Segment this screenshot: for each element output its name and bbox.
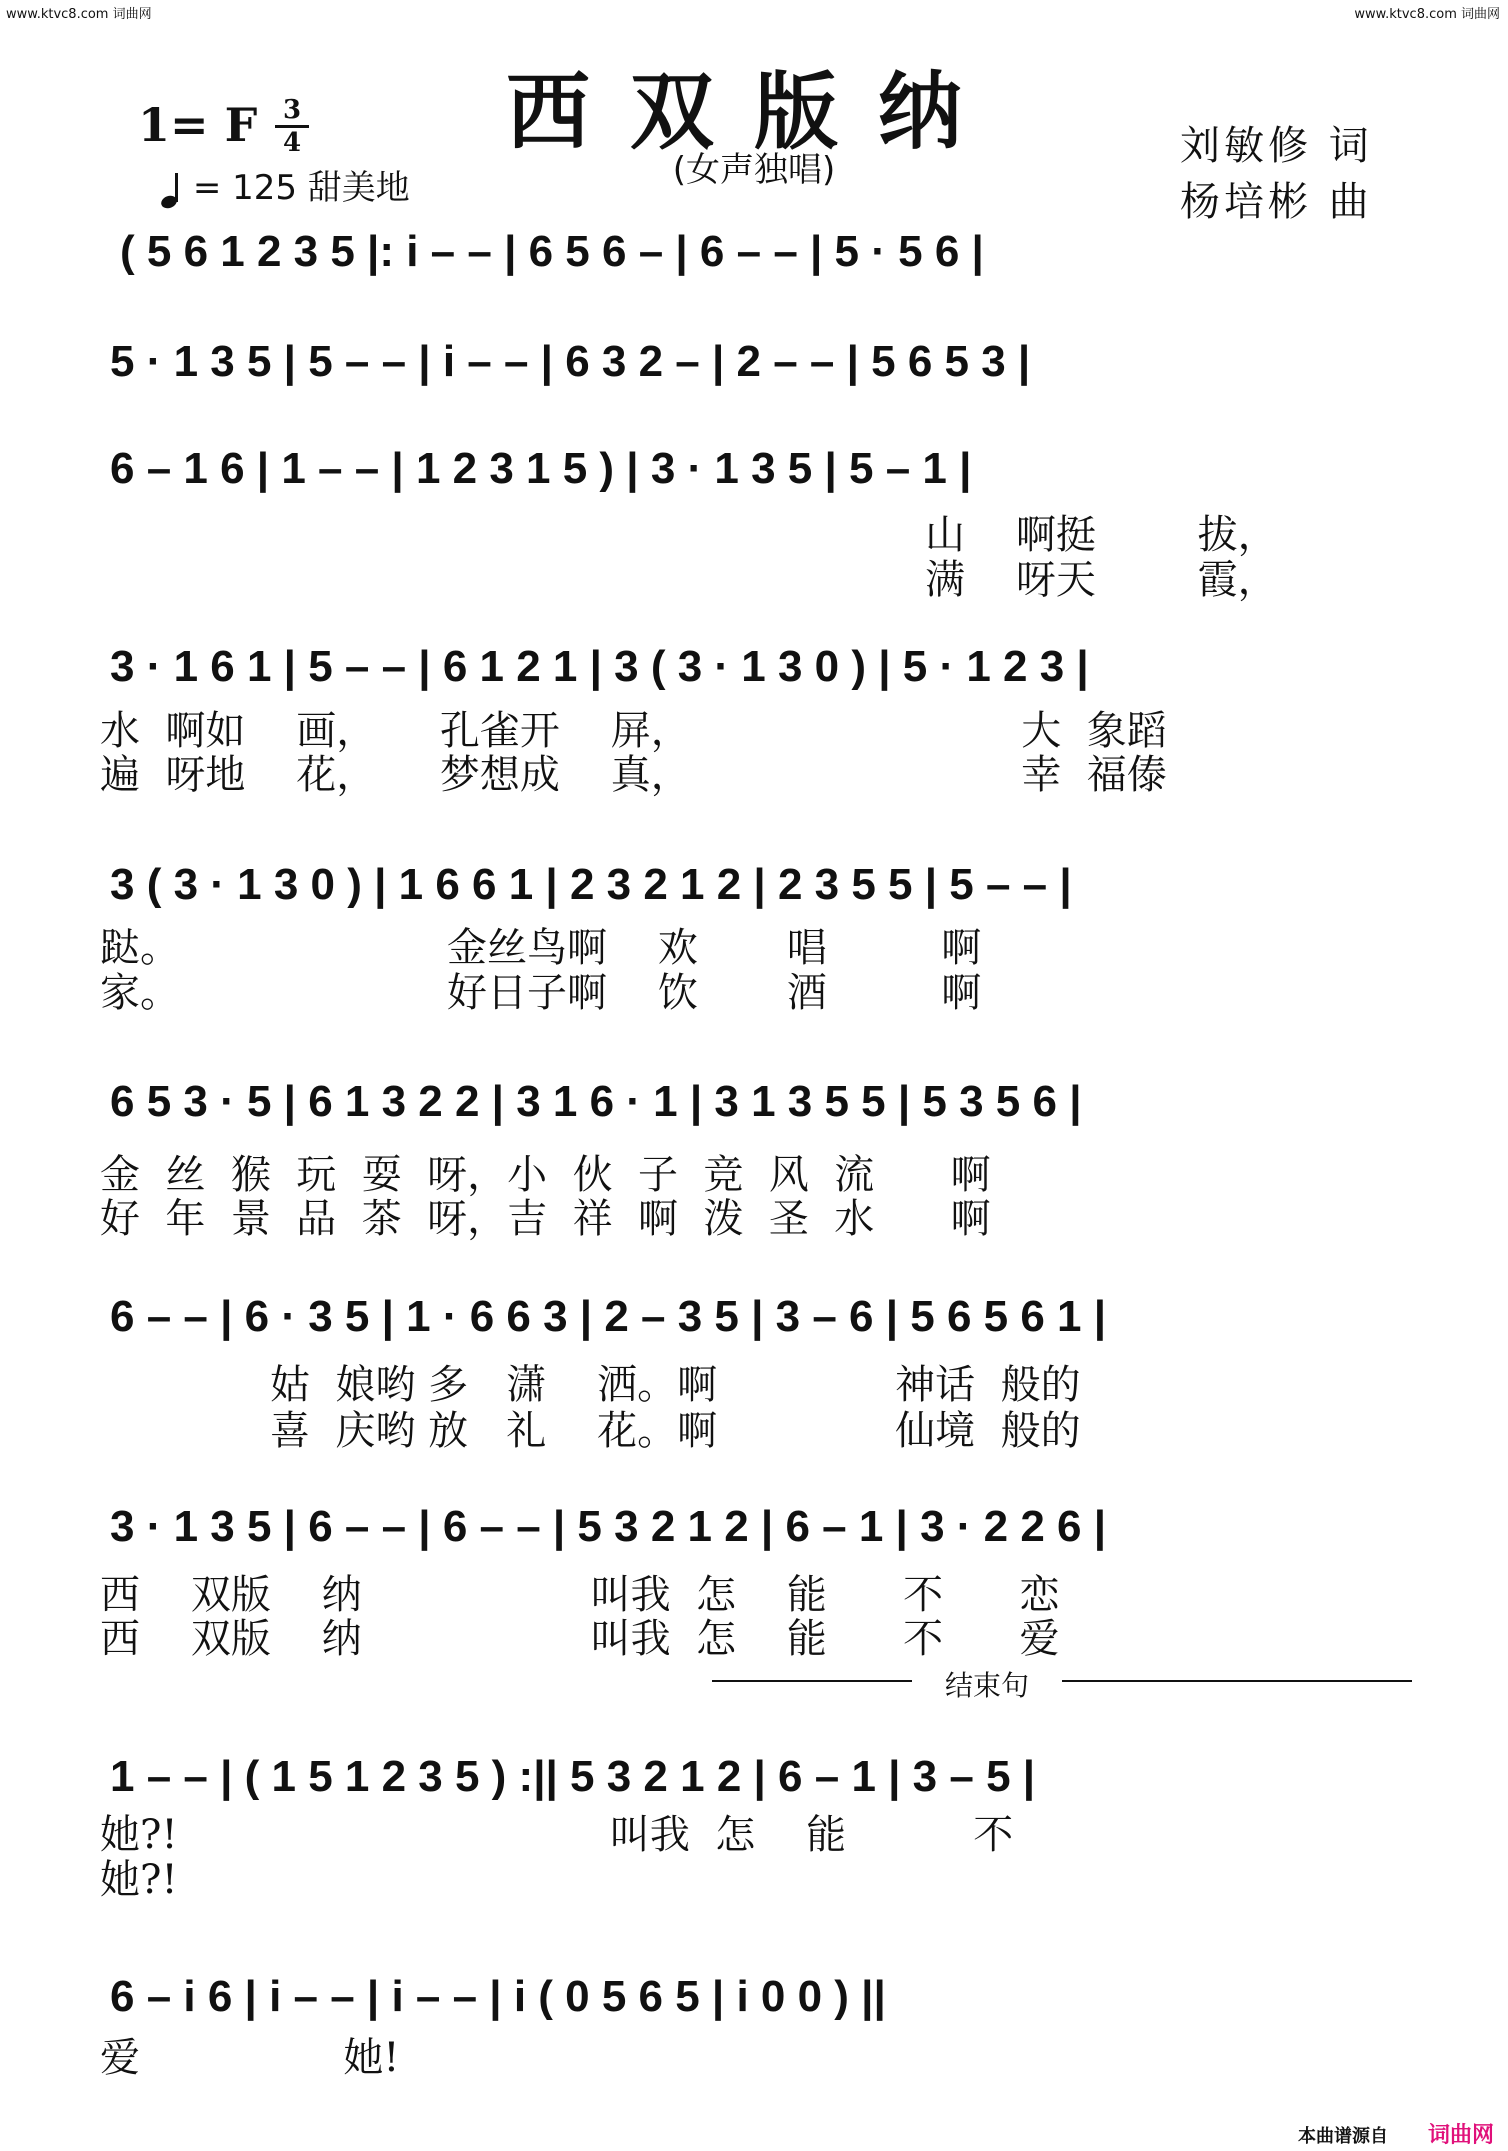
lyric-verse-1: 金 丝 猴 玩 耍 呀，小 伙 子 竞 风 流 啊 xyxy=(100,1152,991,1198)
notes: 5 · 1 3 5 | 5 – – | i – – | 6 3 2 – | 2 – – | 5 6 5 3 | xyxy=(110,337,1031,386)
tempo-text: = 125 甜美地 xyxy=(192,168,410,208)
score-system-6 xyxy=(0,1065,1508,1145)
credits xyxy=(1180,118,1373,230)
notation-line xyxy=(100,1490,1400,1570)
lyric-verse-1: 山 啊挺 拔， xyxy=(925,512,1278,558)
score-system-10 xyxy=(0,1960,1508,2040)
notes: 6 – 1 6 | 1 – – | 1 2 3 1 5 ) | 3 · 1 3 5 | 5 – 1 | xyxy=(110,444,972,493)
lyrics-row xyxy=(0,1362,1508,1408)
notation-line xyxy=(100,1280,1400,1360)
notes: 3 · 1 6 1 | 5 – – | 6 1 2 1 | 3 ( 3 · 1 3 0 ) | 5 · 1 2 3 | xyxy=(110,642,1089,691)
lyrics-row xyxy=(0,1857,1508,1903)
notation-line xyxy=(100,1065,1400,1145)
lyric-verse-2: 遍 呀地 花， 梦想成 真， 幸 福傣 xyxy=(100,752,1167,798)
song-title: 西双版纳 xyxy=(505,62,1002,161)
quarter-note-icon xyxy=(160,171,182,209)
lyric-verse-1: 她?! 叫我 怎 能 不 xyxy=(100,1812,1014,1858)
tempo-marking xyxy=(160,160,410,209)
notation-line xyxy=(100,848,1400,928)
score-system-7 xyxy=(0,1280,1508,1360)
lyric-verse-1: 西 双版 纳 叫我 怎 能 不 恋 xyxy=(100,1572,1060,1618)
top-header xyxy=(0,0,1508,22)
lyric-verse-1: 跶。 金丝鸟啊 欢 唱 啊 xyxy=(100,925,982,971)
meter-top: 3 xyxy=(282,95,302,125)
notes: ( 5 6 1 2 3 5 |: i – – | 6 5 6 – | 6 – – | 5 · 5 6 | xyxy=(120,227,984,276)
score-system-2 xyxy=(0,325,1508,405)
lyric-verse-2: 喜 庆哟 放 礼 花。啊 仙境 般的 xyxy=(270,1408,1081,1454)
lyrics-row xyxy=(0,1616,1508,1662)
footer-source-label: 本曲谱源自 xyxy=(1298,2126,1388,2147)
notes: 3 · 1 3 5 | 6 – – | 6 – – | 5 3 2 1 2 | 6 – 1 | 3 · 2 2 6 | xyxy=(110,1502,1107,1551)
score-system-5 xyxy=(0,848,1508,928)
lyrics-row xyxy=(0,925,1508,971)
footer-brand: 词曲网 xyxy=(1427,2123,1494,2148)
lyrics-row xyxy=(0,708,1508,754)
coda-label xyxy=(712,1664,1412,1702)
lyric-verse-2: 西 双版 纳 叫我 怎 能 不 爱 xyxy=(100,1616,1060,1662)
composer: 杨培彬 曲 xyxy=(1180,179,1373,225)
lyrics-row xyxy=(0,1572,1508,1618)
score-system-1 xyxy=(0,215,1508,295)
lyrics-row xyxy=(0,1812,1508,1858)
coda-text: 结束句 xyxy=(912,1664,1062,1704)
meter-bottom: 4 xyxy=(282,128,302,158)
score-system-4 xyxy=(0,630,1508,710)
notes: 6 – – | 6 · 3 5 | 1 · 6 6 3 | 2 – 3 5 | 3 – 6 | 5 6 5 6 1 | xyxy=(110,1292,1107,1341)
key-signature: 1= F xyxy=(138,98,258,152)
lyric-verse-2: 好 年 景 品 茶 呀，吉 祥 啊 泼 圣 水 啊 xyxy=(100,1196,991,1242)
score-system-8 xyxy=(0,1490,1508,1570)
score-system-3 xyxy=(0,432,1508,512)
lyrics-row xyxy=(0,1408,1508,1454)
lyrics-row xyxy=(0,557,1508,603)
score-system-9 xyxy=(0,1740,1508,1820)
lyric-verse-2: 满 呀天 霞， xyxy=(925,557,1278,603)
notation-line xyxy=(100,325,1400,405)
time-signature xyxy=(275,96,309,157)
lyric-verse-2: 她?! xyxy=(100,1857,178,1903)
notation-line xyxy=(100,432,1400,512)
site-label-right: www.ktvc8.com 词曲网 xyxy=(1354,7,1500,22)
lyrics-row xyxy=(0,512,1508,558)
notation-line xyxy=(100,630,1400,710)
notes: 6 5 3 · 5 | 6 1 3 2 2 | 3 1 6 · 1 | 3 1 3 5 5 | 5 3 5 6 | xyxy=(110,1077,1082,1126)
notes: 1 – – | ( 1 5 1 2 3 5 ) :|| 5 3 2 1 2 | 6 – 1 | 3 – 5 | xyxy=(110,1752,1036,1801)
lyric-verse-1: 水 啊如 画， 孔雀开 屏， 大 象蹈 xyxy=(100,708,1167,754)
lyrics-row xyxy=(0,2035,1508,2081)
lyrics-row xyxy=(0,1152,1508,1198)
lyrics-row xyxy=(0,752,1508,798)
notes: 3 ( 3 · 1 3 0 ) | 1 6 6 1 | 2 3 2 1 2 | 2 3 5 5 | 5 – – | xyxy=(110,860,1072,909)
lyrics-row xyxy=(0,1196,1508,1242)
lyric-verse-2: 家。 好日子啊 饮 酒 啊 xyxy=(100,970,982,1016)
notation-line xyxy=(100,1740,1400,1820)
song-subtitle: (女声独唱) xyxy=(672,150,836,190)
site-label-left: www.ktvc8.com 词曲网 xyxy=(6,7,152,22)
notation-line xyxy=(100,1960,1400,2040)
lyrics-row xyxy=(0,970,1508,1016)
lyricist: 刘敏修 词 xyxy=(1180,123,1373,169)
lyric-verse-1: 姑 娘哟 多 潇 洒。啊 神话 般的 xyxy=(270,1362,1081,1408)
notation-line xyxy=(100,215,1400,295)
lyric-verse-1: 爱 她! xyxy=(100,2035,400,2081)
notes: 6 – i 6 | i – – | i – – | i ( 0 5 6 5 | i 0 0 ) || xyxy=(110,1972,886,2021)
